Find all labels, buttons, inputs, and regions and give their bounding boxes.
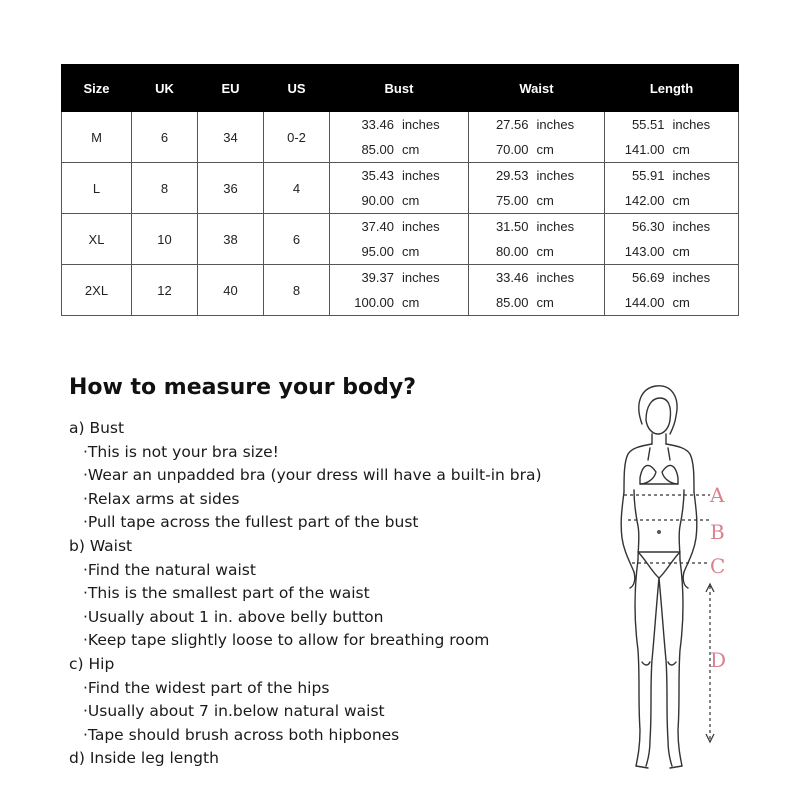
eu-cell: 38 — [198, 214, 264, 265]
bust-in-line — [330, 112, 468, 137]
eu-cell: 40 — [198, 265, 264, 316]
us-cell: 8 — [264, 265, 330, 316]
length-cm-unit: cm — [672, 142, 690, 157]
waist-cm-value: 75.00 — [495, 193, 529, 208]
waist-in-value: 33.46 — [495, 270, 529, 285]
waist-cm-line — [469, 290, 604, 315]
waist-in-value: 31.50 — [495, 219, 529, 234]
size-cell: XL — [62, 214, 132, 265]
header-size: Size — [62, 65, 132, 112]
waist-in-value: 29.53 — [495, 168, 529, 183]
body-measure-figure — [590, 380, 740, 775]
length-in-unit: inches — [672, 219, 711, 234]
bust-in-value: 33.46 — [361, 117, 394, 132]
waist-cm-value: 80.00 — [495, 244, 529, 259]
bust-cell — [330, 112, 469, 163]
bust-cm-value: 85.00 — [361, 142, 394, 157]
waist-cm-line — [469, 137, 604, 162]
length-cm-value: 144.00 — [624, 295, 665, 310]
eu-cell: 34 — [198, 112, 264, 163]
header-us: US — [264, 65, 330, 112]
bust-cm-unit: cm — [402, 193, 420, 208]
header-bust: Bust — [330, 65, 469, 112]
uk-cell: 12 — [132, 265, 198, 316]
length-cell — [605, 112, 739, 163]
length-cm-value: 143.00 — [624, 244, 665, 259]
header-uk: UK — [132, 65, 198, 112]
bust-cell — [330, 265, 469, 316]
bust-cm-line — [330, 239, 468, 264]
waist-in-unit: inches — [536, 270, 575, 285]
length-cm-line — [605, 137, 738, 162]
size-row-m — [62, 112, 739, 163]
length-in-value: 55.51 — [631, 117, 665, 132]
measure-tip: ·This is the smallest part of the waist — [83, 584, 370, 603]
length-cm-unit: cm — [672, 295, 690, 310]
size-table-body — [62, 112, 739, 316]
waist-in-unit: inches — [536, 117, 575, 132]
bust-cm-unit: cm — [402, 244, 420, 259]
waist-in-line — [469, 163, 604, 188]
size-cell: 2XL — [62, 265, 132, 316]
waist-cell — [469, 163, 605, 214]
length-cell — [605, 163, 739, 214]
bust-in-unit: inches — [402, 270, 440, 285]
bust-in-unit: inches — [402, 168, 440, 183]
length-cm-line — [605, 188, 738, 213]
bust-in-line — [330, 265, 468, 290]
length-in-unit: inches — [672, 270, 711, 285]
us-cell: 6 — [264, 214, 330, 265]
length-in-unit: inches — [672, 168, 711, 183]
eu-cell: 36 — [198, 163, 264, 214]
size-row-l — [62, 163, 739, 214]
waist-cm-line — [469, 188, 604, 213]
bust-cm-unit: cm — [402, 295, 420, 310]
bust-in-value: 39.37 — [361, 270, 394, 285]
length-cm-line — [605, 290, 738, 315]
waist-in-line — [469, 112, 604, 137]
length-in-value: 55.91 — [631, 168, 665, 183]
size-cell: L — [62, 163, 132, 214]
measure-tip: ·Find the widest part of the hips — [83, 678, 330, 697]
bust-cm-line — [330, 137, 468, 162]
length-in-value: 56.69 — [631, 270, 665, 285]
length-cm-line — [605, 239, 738, 264]
measure-tip: ·This is not your bra size! — [83, 442, 279, 461]
waist-cm-line — [469, 239, 604, 264]
length-in-line — [605, 214, 738, 239]
measure-section-heading: a) Bust — [69, 419, 125, 437]
bust-in-unit: inches — [402, 219, 440, 234]
waist-in-line — [469, 265, 604, 290]
length-cm-unit: cm — [672, 193, 690, 208]
figure-label-d: D — [710, 648, 727, 672]
bust-in-unit: inches — [402, 117, 440, 132]
waist-cm-unit: cm — [536, 193, 554, 208]
bust-cell — [330, 214, 469, 265]
bust-in-value: 37.40 — [361, 219, 394, 234]
header-eu: EU — [198, 65, 264, 112]
bust-cm-value: 100.00 — [354, 295, 394, 310]
waist-in-unit: inches — [536, 219, 575, 234]
waist-cm-unit: cm — [536, 244, 554, 259]
length-in-value: 56.30 — [631, 219, 665, 234]
length-cm-value: 142.00 — [624, 193, 665, 208]
figure-label-b: B — [710, 520, 725, 544]
bust-cm-line — [330, 188, 468, 213]
length-cell — [605, 214, 739, 265]
size-cell: M — [62, 112, 132, 163]
waist-cm-unit: cm — [536, 295, 554, 310]
waist-cell — [469, 112, 605, 163]
length-in-line — [605, 112, 738, 137]
bust-cm-value: 90.00 — [361, 193, 394, 208]
length-cm-value: 141.00 — [624, 142, 665, 157]
size-row-2xl — [62, 265, 739, 316]
measure-tip: ·Wear an unpadded bra (your dress will have a built-in bra) — [83, 466, 542, 485]
bust-in-value: 35.43 — [361, 168, 394, 183]
bust-cell — [330, 163, 469, 214]
uk-cell: 8 — [132, 163, 198, 214]
measure-tip: ·Tape should brush across both hipbones — [83, 725, 400, 744]
bust-in-line — [330, 214, 468, 239]
measure-section-heading: c) Hip — [69, 654, 115, 673]
waist-cm-value: 85.00 — [495, 295, 529, 310]
measure-tip: ·Relax arms at sides — [83, 489, 240, 508]
measure-tip: ·Keep tape slightly loose to allow for breathing room — [83, 631, 490, 650]
waist-in-line — [469, 214, 604, 239]
measure-title: How to measure your body? — [69, 375, 417, 400]
measure-tip: ·Pull tape across the fullest part of the bust — [83, 513, 419, 532]
size-table-header-row — [62, 65, 739, 112]
length-in-line — [605, 265, 738, 290]
measure-tip: ·Find the natural waist — [83, 560, 256, 579]
figure-label-a: A — [710, 483, 725, 507]
length-in-unit: inches — [672, 117, 711, 132]
waist-cell — [469, 265, 605, 316]
measure-tip: ·Usually about 1 in. above belly button — [83, 607, 384, 626]
measure-instructions — [69, 417, 542, 771]
measure-tip: ·Usually about 7 in.below natural waist — [83, 702, 385, 721]
bust-cm-line — [330, 290, 468, 315]
bust-in-line — [330, 163, 468, 188]
uk-cell: 6 — [132, 112, 198, 163]
bust-cm-value: 95.00 — [361, 244, 394, 259]
length-cell — [605, 265, 739, 316]
length-in-line — [605, 163, 738, 188]
us-cell: 4 — [264, 163, 330, 214]
waist-in-unit: inches — [536, 168, 575, 183]
size-chart-table — [61, 64, 739, 316]
header-length: Length — [605, 65, 739, 112]
uk-cell: 10 — [132, 214, 198, 265]
length-cm-unit: cm — [672, 244, 690, 259]
waist-cm-value: 70.00 — [495, 142, 529, 157]
measure-section-heading: b) Waist — [69, 536, 133, 555]
figure-label-c: C — [710, 554, 726, 578]
size-row-xl — [62, 214, 739, 265]
us-cell: 0-2 — [264, 112, 330, 163]
waist-cm-unit: cm — [536, 142, 554, 157]
bust-cm-unit: cm — [402, 142, 420, 157]
header-waist: Waist — [469, 65, 605, 112]
waist-in-value: 27.56 — [495, 117, 529, 132]
measure-section-heading: d) Inside leg length — [69, 749, 219, 768]
waist-cell — [469, 214, 605, 265]
